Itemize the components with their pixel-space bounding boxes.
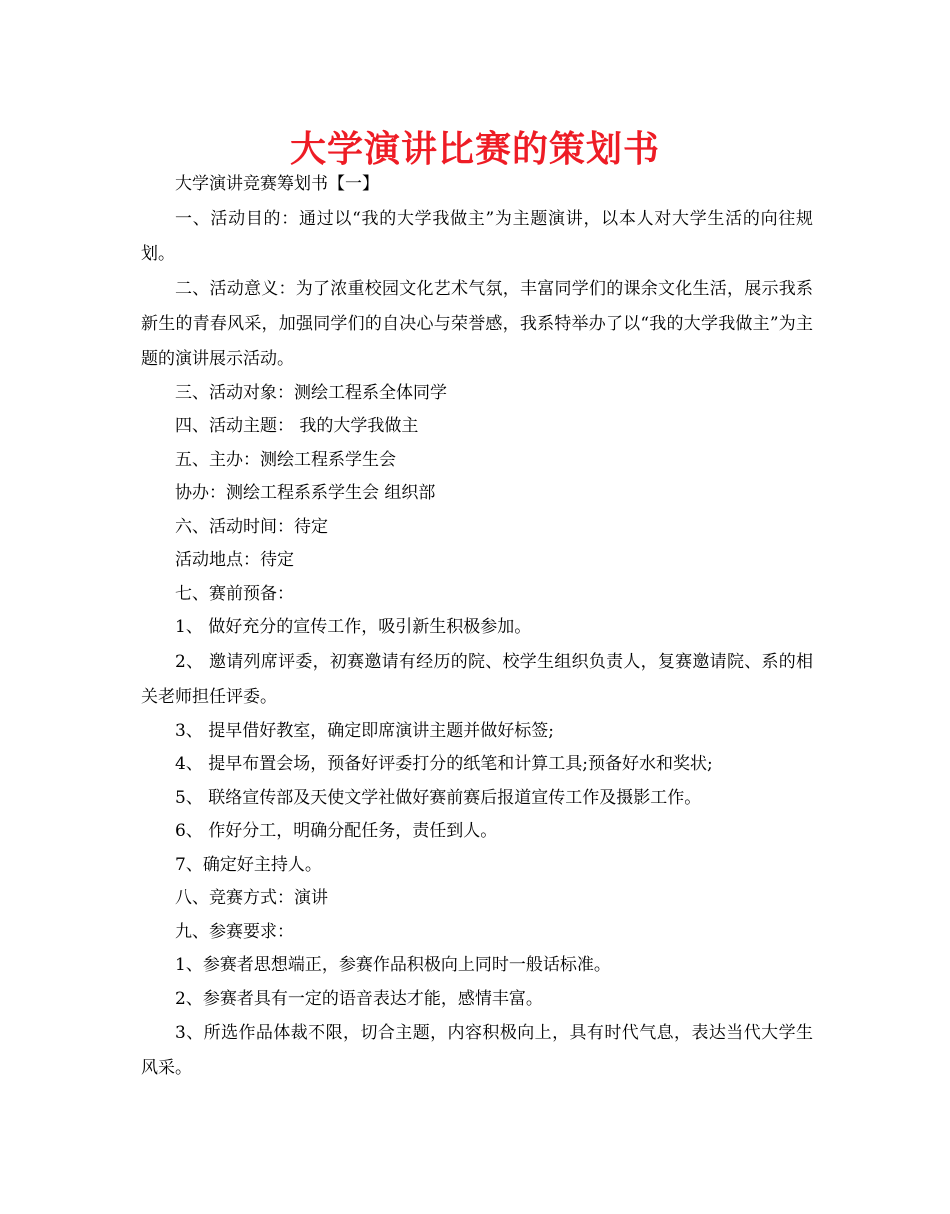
document-title: 大学演讲比赛的策划书 xyxy=(289,129,660,170)
section-preparation: 七、赛前预备： xyxy=(175,583,294,604)
section-organizer: 五、主办：测绘工程系学生会 xyxy=(175,449,396,470)
section-purpose: 一、活动目的：通过以“我的大学我做主”为主题演讲，以本人对大学生活的向往规划。 xyxy=(141,208,813,264)
requirement-item-3: 3、所选作品体裁不限，切合主题，内容积极向上，具有时代气息，表达当代大学生风采。 xyxy=(141,1023,813,1078)
prep-item-5: 5、 联络宣传部及天使文学社做好赛前赛后报道宣传工作及摄影工作。 xyxy=(175,787,702,808)
requirement-item-1: 1、参赛者思想端正，参赛作品积极向上同时一般话标准。 xyxy=(175,955,611,975)
prep-item-6: 6、 作好分工，明确分配任务，责任到人。 xyxy=(175,821,498,841)
section-audience: 三、活动对象：测绘工程系全体同学 xyxy=(175,382,447,403)
section-time: 六、活动时间：待定 xyxy=(175,516,328,537)
requirement-item-2: 2、参赛者具有一定的语音表达才能，感情丰富。 xyxy=(175,988,543,1009)
prep-item-2: 2、 邀请列席评委，初赛邀请有经历的院、校学生组织负责人，复赛邀请院、系的相关老师担任评委。 xyxy=(141,651,813,707)
section-location: 活动地点：待定 xyxy=(175,550,294,570)
prep-item-4: 4、 提早布置会场，预备好评委打分的纸笔和计算工具;预备好水和奖状; xyxy=(175,754,713,774)
subtitle-paragraph: 大学演讲竞赛筹划书【一】 xyxy=(175,174,379,194)
prep-item-7: 7、确定好主持人。 xyxy=(175,854,322,875)
prep-item-1: 1、 做好充分的宣传工作，吸引新生积极参加。 xyxy=(175,617,532,637)
section-significance: 二、活动意义：为了浓重校园文化艺术气氛，丰富同学们的课余文化生活，展示我系新生的青春风采，加强同学们的自决心与荣誉感，我系特举办了以“我的大学我做主”为主题的演讲展示活动。 xyxy=(141,278,813,369)
document-body xyxy=(141,168,813,1086)
section-co-organizer: 协办：测绘工程系系学生会 组织部 xyxy=(175,483,436,503)
section-requirements: 九、参赛要求： xyxy=(175,921,294,942)
prep-item-3: 3、 提早借好教室，确定即席演讲主题并做好标签; xyxy=(175,720,554,741)
section-format: 八、竞赛方式：演讲 xyxy=(175,888,328,908)
section-theme: 四、活动主题： 我的大学我做主 xyxy=(175,416,419,436)
